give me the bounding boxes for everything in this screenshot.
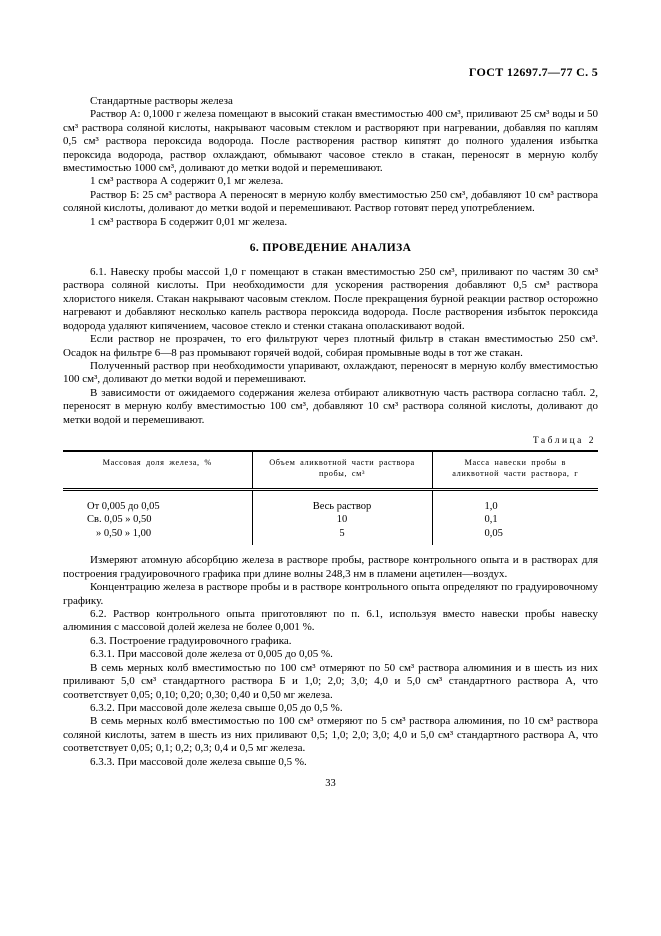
cell-volume-1: Весь раствор [252,489,432,513]
cell-range-1: От 0,005 до 0,05 [87,500,160,512]
para-solution-b-content: 1 см³ раствора Б содержит 0,01 мг железа. [90,215,288,228]
para-solution-a: Раствор А: 0,1000 г железа помещают в высокий стакан вместимостью 400 см³, приливают 25 см³ воды и 50 см³ раствора соляной кислоты, накрывают часовым стеклом и растворяют при нагревании, добавляя по каплям 0,5 см³ раствора пероксида водорода. После растворения раствор кипятят до полного удаления избытка пероксида водорода, раствор охлаждают, обмывают часовое стекло в стакан, переносят в мерную колбу вместимостью 1000 см³, доливают до метки водой и перемешивают. [63,108,598,175]
page-number: 33 [325,777,336,789]
para-measurement: Измеряют атомную абсорбцию железа в растворе пробы, растворе контрольного опыта и в растворах для построения градуировочного графика при длине волны 248,3 нм в пламени ацетилен—воздух. [63,554,598,580]
para-solution-b: Раствор Б: 25 см³ раствора А переносят в мерную колбу вместимостью 250 см³, добавляют 10 см³ раствора соляной кислоты, доливают до метки водой и перемешивают. Раствор готовят перед употреблением. [63,188,598,215]
cell-range-2: Св. 0,05 » 0,50 [87,514,152,526]
cell-mass-3: 0,05 [432,527,598,546]
para-aliquot-selection: В зависимости от ожидаемого содержания железа отбирают аликвотную часть раствора согласно табл. 2, переносят в мерную колбу вместимостью 100 см³, добавляют 10 см³ раствора соляной кислоты, доливают до метки водой и перемешивают. [63,386,598,426]
section-heading-analysis: 6. ПРОВЕДЕНИЕ АНАЛИЗА [249,242,412,255]
table-row [63,489,598,513]
cell-mass-1: 1,0 [432,489,598,513]
para-standard-solutions: Стандартные растворы железа [90,95,233,107]
para-6-3-1: 6.3.1. При массовой доле железа от 0,005 до 0,05 %. [90,648,333,661]
table-header-mass-fraction: Массовая доля железа, % [63,451,252,490]
doc-reference: ГОСТ 12697.7—77 С. 5 [468,65,598,79]
table-row [63,527,598,546]
para-filtering: Если раствор не прозрачен, то его фильтруют через плотный фильтр в стакан вместимостью 250 см³. Осадок на фильтре 6—8 раз промывают горячей водой, собирая промывные воды в тот же стакан. [63,333,598,359]
table-2-head [63,451,598,490]
para-obtained-solution: Полученный раствор при необходимости упаривают, охлаждают, переносят в мерную колбу вместимостью 100 см³, доливают до метки водой и перемешивают. [63,359,598,386]
para-6-3-1-body: В семь мерных колб вместимостью по 100 см³ отмеряют по 50 см³ раствора алюминия и в шесть из них приливают 5,0 см³ стандартного раствора Б и 1,0; 2,0; 3,0; 4,0 и 5,0 см³ стандартного раствора А, что соответствует 0,05; 0,10; 0,20; 0,30; 0,40 и 0,50 мг железа. [63,661,598,701]
table-label: Таблица 2 [532,435,596,446]
table-header-row [63,451,598,490]
table-2 [63,450,598,546]
cell-range-3: » 0,50 » 1,00 [96,527,152,539]
para-solution-a-content: 1 см³ раствора А содержит 0,1 мг железа. [90,175,284,188]
table-2-body [63,489,598,545]
cell-volume-3: 5 [252,527,432,546]
para-6-1: 6.1. Навеску пробы массой 1,0 г помещают в стакан вместимостью 250 см³, приливают по частям 30 см³ раствора соляной кислоты. При необходимости для ускорения растворения добавляют 0,5 см³ раствора хлористого никеля. Стакан накрывают часовым стеклом. После прекращения бурной реакции раствор осторожно нагревают и добавляют несколько капель раствора пероксида водорода. После растворения избыток пероксида водорода удаляют кипячением, часовое стекло и стенки стакана ополаскивают водой. [63,266,598,332]
table-header-aliquot-volume: Объем аликвотной части раствора пробы, см³ [252,451,432,490]
para-concentration: Концентрацию железа в растворе пробы и в растворе контрольного опыта определяют по градуировочному графику. [63,581,598,607]
document-body [63,95,598,769]
table-header-sample-mass: Масса навески пробы в аликвотной части раствора, г [432,451,598,490]
para-6-3-2: 6.3.2. При массовой доле железа свыше 0,05 до 0,5 %. [90,701,343,714]
cell-mass-2: 0,1 [432,513,598,527]
para-6-3: 6.3. Построение градуировочного графика. [90,634,292,647]
para-6-3-2-body: В семь мерных колб вместимостью по 100 см³ отмеряют по 5 см³ раствора алюминия, по 10 см³ раствора соляной кислоты, затем в шесть из них приливают 0,5; 1,0; 2,0; 3,0; 4,0 и 5,0 см³ стандартного раствора А, что соответствует 0,05; 0,1; 0,2; 0,3; 0,4 и 0,5 мг железа. [63,715,598,755]
para-6-2: 6.2. Раствор контрольного опыта приготовляют по п. 6.1, используя вместо навески пробы навеску алюминия с массовой долей железа не более 0,001 %. [63,608,598,634]
table-row [63,513,598,527]
para-6-3-3: 6.3.3. При массовой доле железа свыше 0,5 %. [90,755,307,768]
cell-volume-2: 10 [252,513,432,527]
